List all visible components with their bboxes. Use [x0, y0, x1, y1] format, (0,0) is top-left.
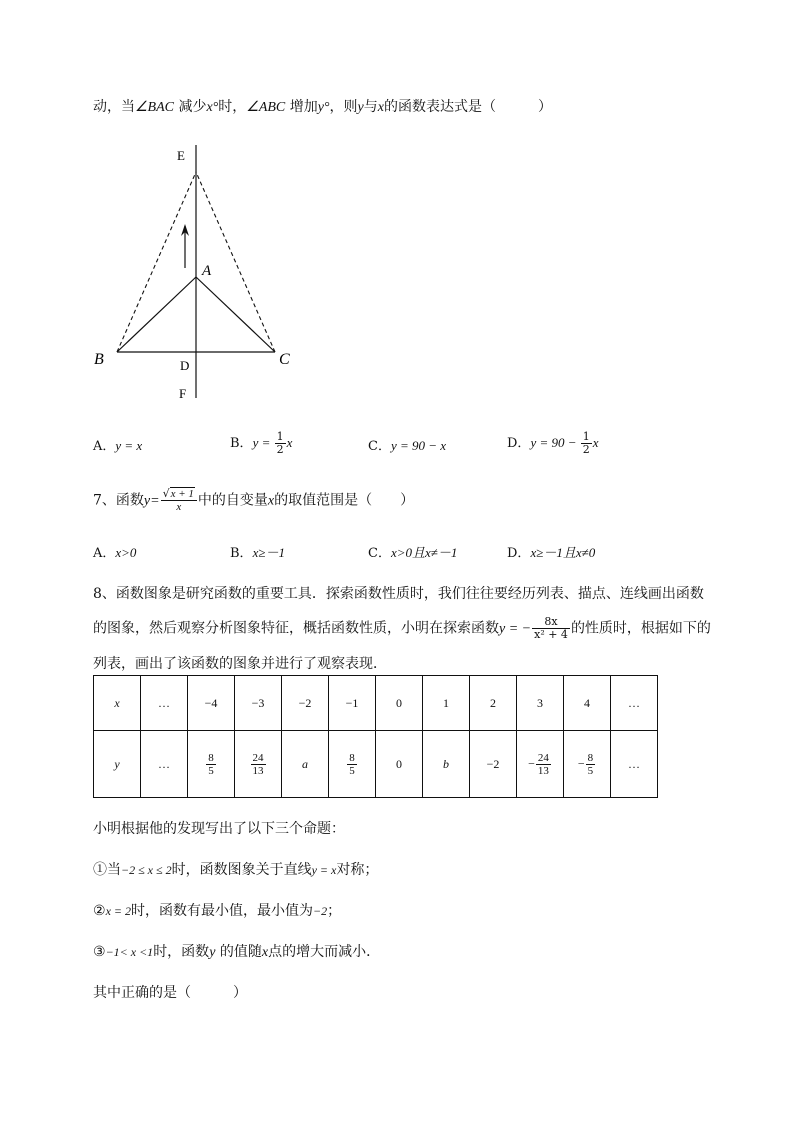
dashed-ce	[196, 172, 275, 352]
table-row-x	[94, 676, 658, 731]
x-value-cell: −2	[282, 676, 329, 731]
y-value-cell: $\frac{24}{13}$	[235, 731, 282, 798]
angle-abc: ∠ABC	[246, 100, 286, 115]
q6-option-d[interactable]: D．y = 90 − $\frac{1}{2}$ x	[507, 430, 599, 456]
proposition-1: ①当−2 ≤ x ≤ 2时，函数图象关于直线y = x对称；	[93, 862, 379, 878]
q6-option-a[interactable]: A．y = x	[93, 438, 143, 454]
q8-line3: 列表，画出了该函数的图象并进行了观察表现．	[93, 656, 387, 672]
y-value-cell: − $\frac{8}{5}$	[564, 731, 611, 798]
q7-option-a[interactable]: A．x>0	[93, 545, 137, 561]
q8-line1: 8、函数图象是研究函数的重要工具．探索函数性质时，我们往往要经历列表、描点、连线画出函数	[93, 586, 704, 602]
label-a: A	[202, 263, 212, 279]
x-value-cell: 4	[564, 676, 611, 731]
x-value-cell: −4	[188, 676, 235, 731]
angle-bac: ∠BAC	[135, 100, 174, 115]
y-value-cell: b	[423, 731, 470, 798]
proposition-3: ③−1< x <1时，函数y 的值随x点的增大而减小．	[93, 944, 381, 960]
x-value-cell: 0	[376, 676, 423, 731]
x-value-cell: …	[611, 676, 658, 731]
q7-stem: 7、函数y= $\frac{√x + 1}{x}$ 中的自变量x的取值范围是（ ）	[93, 487, 415, 513]
x-value-cell: −3	[235, 676, 282, 731]
y-value-cell: $\frac{8}{5}$	[329, 731, 376, 798]
y-value-cell: − $\frac{24}{13}$	[517, 731, 564, 798]
label-f: F	[179, 386, 187, 401]
label-c: C	[279, 351, 290, 368]
q7-option-b[interactable]: B．x≥－1	[230, 545, 285, 561]
y-value-cell: …	[141, 731, 188, 798]
proposition-2: ②x = 2时，函数有最小值，最小值为−2；	[93, 903, 342, 919]
q6-option-c[interactable]: C．y = 90 − x	[368, 438, 447, 454]
q7-option-c[interactable]: C．x>0且x≠－1	[368, 545, 458, 561]
y-value-cell: a	[282, 731, 329, 798]
y-value-cell: −2	[470, 731, 517, 798]
segment-ab	[117, 277, 196, 352]
x-value-cell: 3	[517, 676, 564, 731]
q7-option-d[interactable]: D．x≥－1且x≠0	[507, 545, 596, 561]
q8-line2: 的图象，然后观察分析图象特征，概括函数性质，小明在探索函数y = − $\frac{8x}{\text{x² + 4}}$ 的性质时，根据如下的	[93, 615, 711, 641]
x-header-cell: x	[94, 676, 141, 731]
q6-option-b[interactable]: B．y = $\frac{1}{2}$ x	[230, 430, 293, 456]
q6-stem: 动，当∠BAC 减少x°时，∠ABC 增加y°，则y与x的函数表达式是（ ）	[93, 99, 552, 115]
dashed-be	[117, 172, 196, 352]
x-value-cell: 2	[470, 676, 517, 731]
table-row-y	[94, 731, 658, 798]
y-value-cell: 0	[376, 731, 423, 798]
y-value-cell: …	[611, 731, 658, 798]
x-value-cell: −1	[329, 676, 376, 731]
value-table	[93, 675, 658, 798]
x-value-cell: …	[141, 676, 188, 731]
y-header-cell: y	[94, 731, 141, 798]
y-value-cell: $\frac{8}{5}$	[188, 731, 235, 798]
triangle-figure	[85, 140, 305, 405]
q8-intro: 小明根据他的发现写出了以下三个命题：	[93, 821, 345, 837]
x-value-cell: 1	[423, 676, 470, 731]
label-b: B	[94, 351, 104, 368]
segment-ac	[196, 277, 275, 352]
label-e: E	[177, 148, 185, 163]
q8-question: 其中正确的是（ ）	[93, 985, 247, 1001]
label-d: D	[180, 358, 190, 373]
